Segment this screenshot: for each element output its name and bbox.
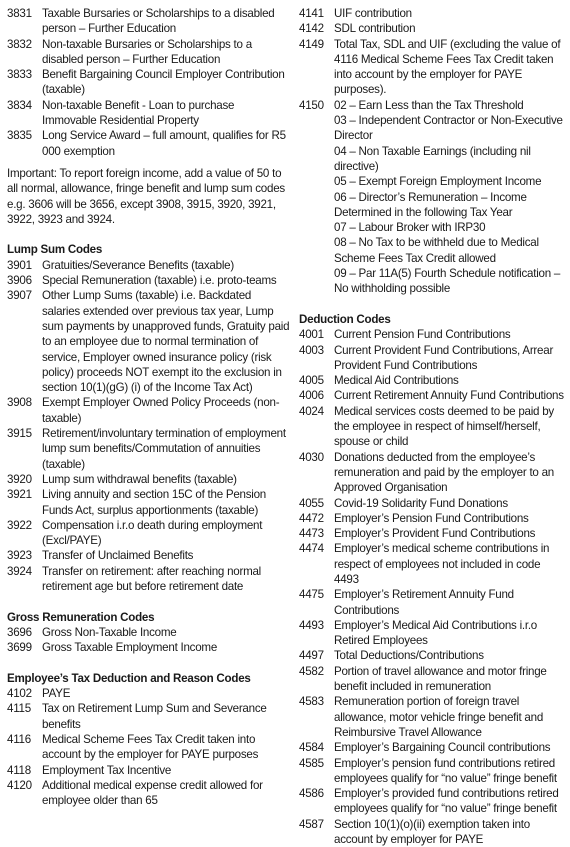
code-entry (299, 343, 565, 374)
code-description: Current Provident Fund Contributions, Arrear Provident Fund Contributions (334, 343, 554, 372)
code-entry (7, 732, 290, 763)
code-number: 3908 (7, 396, 32, 410)
code-description: Gross Non-Taxable Income (42, 625, 177, 639)
code-entry (299, 817, 565, 847)
code-number: 4003 (299, 343, 324, 357)
code-number: 3907 (7, 289, 32, 303)
code-description: Gross Taxable Employment Income (42, 641, 218, 655)
left-column (7, 6, 290, 808)
code-number: 3699 (7, 641, 32, 655)
reason-entry (299, 174, 565, 189)
code-number: 4006 (299, 389, 324, 403)
code-indent (299, 266, 334, 297)
reason-entry (299, 266, 565, 297)
code-entry (7, 548, 290, 563)
code-number: 4141 (299, 7, 324, 20)
reason-code-block (299, 98, 565, 297)
code-description: Benefit Bargaining Council Employer Contribution (taxable) (42, 68, 285, 97)
code-description: Employer’s provided fund contributions retired employees qualify for “no value” fringe benefit (334, 787, 559, 816)
code-entry (299, 327, 565, 342)
code-number: 3831 (7, 7, 32, 20)
code-description: UIF contribution (334, 7, 412, 20)
code-entry (299, 756, 565, 787)
code-entry (299, 21, 565, 36)
code-description: Tax on Retirement Lump Sum and Severance benefits (42, 702, 267, 731)
code-description: Non-taxable Bursaries or Scholarships to a disabled person – Further Education (42, 37, 252, 66)
code-entry (299, 541, 565, 587)
code-entry (7, 273, 290, 288)
code-description: Additional medical expense credit allowed for employee older than 65 (42, 778, 263, 808)
code-indent (299, 235, 334, 266)
code-description: Taxable Bursaries or Scholarships to a disabled person – Further Education (42, 7, 275, 36)
code-number: 3696 (7, 625, 32, 639)
reason-description: 09 – Par 11A(5) Fourth Schedule notification – No withholding possible (334, 267, 561, 296)
code-description: Exempt Employer Owned Policy Proceeds (non-taxable) (42, 396, 280, 425)
code-number: 4586 (299, 787, 324, 801)
code-description: Donations deducted from the employee’s remuneration and paid by the employer to an Approved Organisation (334, 450, 554, 495)
code-indent (299, 190, 334, 221)
code-entry (7, 778, 290, 809)
code-description: Remuneration portion of foreign travel allowance, motor vehicle fringe benefit and Reimbursive Travel Allowance (334, 695, 544, 739)
lump-sum-heading: Lump Sum Codes (7, 243, 103, 257)
code-number: 4030 (299, 450, 324, 464)
code-description: Employer’s Provident Fund Contributions (334, 527, 536, 541)
code-entry (299, 511, 565, 526)
code-indent (299, 174, 334, 189)
code-description: Employer’s Medical Aid Contributions i.r.o Retired Employees (334, 618, 538, 648)
code-entry (299, 373, 565, 388)
code-entry (299, 740, 565, 755)
code-description: PAYE (42, 687, 71, 701)
gross-remuneration-code-list (7, 625, 290, 656)
code-description: Employer’s Pension Fund Contributions (334, 511, 529, 525)
code-description: Medical Scheme Fees Tax Credit taken into account by the employer for PAYE purposes (42, 732, 259, 762)
code-entry (7, 288, 290, 395)
reason-entry (299, 235, 565, 266)
reason-description: 03 – Independent Contractor or Non-Executive Director (334, 114, 563, 143)
code-entry (7, 258, 290, 273)
code-entry (7, 426, 290, 472)
reason-description: 04 – Non Taxable Earnings (including nil directive) (334, 144, 531, 173)
code-entry (299, 37, 565, 98)
code-indent (299, 144, 334, 175)
code-description: Transfer of Unclaimed Benefits (42, 549, 194, 563)
code-description: Gratuities/Severance Benefits (taxable) (42, 258, 234, 272)
code-entry (299, 694, 565, 740)
code-entry (7, 625, 290, 640)
code-entry (7, 686, 290, 701)
code-entry (7, 487, 290, 518)
code-number: 3901 (7, 258, 32, 272)
code-entry (299, 450, 565, 496)
code-description: Other Lump Sums (taxable) i.e. Backdated salaries extended over previous tax year, Lump sum payments by unapproved funds, Gratuity paid to an employee due to normal termination of service, Employer owned insurance policy (risk policy) proceeds NOT exempt ito the exclusion in section 10(1)(gG) (i) of the Income Tax Act) (42, 289, 290, 395)
code-number: 4587 (299, 817, 324, 831)
code-number: 4142 (299, 22, 324, 36)
reason-description: 05 – Exempt Foreign Employment Income (334, 175, 542, 189)
code-indent (299, 220, 334, 235)
code-number: 4001 (299, 328, 324, 342)
code-entry (7, 763, 290, 778)
code-entry (299, 664, 565, 695)
code-entry (7, 128, 290, 159)
reason-entry (299, 113, 565, 144)
code-number: 4120 (7, 778, 32, 792)
reason-code-number: 4150 (299, 98, 324, 112)
reason-description: 06 – Director’s Remuneration – Income Determined in the following Tax Year (334, 190, 527, 219)
deduction-codes-heading: Deduction Codes (299, 312, 391, 326)
reason-description: 08 – No Tax to be withheld due to Medical Scheme Fees Tax Credit allowed (334, 236, 539, 265)
code-entry (299, 404, 565, 450)
gross-remuneration-heading: Gross Remuneration Codes (7, 610, 155, 624)
code-entry (7, 98, 290, 129)
code-description: SDL contribution (334, 22, 416, 36)
right-column (299, 6, 565, 847)
code-entry (299, 496, 565, 511)
code-number: 3924 (7, 564, 32, 578)
code-description: Total Tax, SDL and UIF (excluding the value of 4116 Medical Scheme Fees Tax Credit taken into account by the employer for PAYE purposes). (334, 37, 561, 97)
code-description: Employer’s Bargaining Council contributions (334, 741, 551, 755)
employee-tax-code-list (7, 686, 290, 808)
code-number: 4473 (299, 527, 324, 541)
code-entry (299, 786, 565, 817)
code-number: 3834 (7, 98, 32, 112)
reason-description: 07 – Labour Broker with IRP30 (334, 221, 486, 235)
code-number: 3835 (7, 129, 32, 143)
lump-sum-code-list (7, 258, 290, 595)
contribution-code-list (299, 6, 565, 98)
code-number: 4582 (299, 664, 324, 678)
code-number: 4115 (7, 702, 31, 716)
code-description: Retirement/involuntary termination of employment lump sum benefits/Commutation of annuities (taxable) (42, 427, 286, 471)
code-number: 4116 (7, 732, 31, 746)
code-number: 4497 (299, 649, 324, 663)
code-description: Transfer on retirement: after reaching normal retirement age but before retirement date (42, 564, 262, 593)
code-entry (299, 618, 565, 649)
code-description: Employer’s medical scheme contributions in respect of employees not included in code 4493 (334, 542, 550, 586)
deduction-code-list (299, 327, 565, 847)
code-description: Portion of travel allowance and motor fringe benefit included in remuneration (334, 664, 547, 694)
code-indent (299, 113, 334, 144)
code-entry (7, 37, 290, 68)
code-number: 3832 (7, 37, 32, 51)
code-description: Employer’s Retirement Annuity Fund Contributions (334, 588, 514, 617)
code-entry (299, 526, 565, 541)
code-number: 4585 (299, 756, 324, 770)
code-number: 3915 (7, 427, 32, 441)
reason-description: 02 – Earn Less than the Tax Threshold (334, 98, 524, 112)
code-description: Current Retirement Annuity Fund Contributions (334, 389, 564, 403)
code-number: 3906 (7, 274, 32, 288)
code-number: 4055 (299, 496, 324, 510)
reason-entry (299, 220, 565, 235)
code-entry (299, 6, 565, 21)
code-description: Covid-19 Solidarity Fund Donations (334, 496, 508, 510)
code-number: 4584 (299, 741, 324, 755)
code-number: 4474 (299, 542, 324, 556)
code-entry (7, 67, 290, 98)
code-entry (7, 395, 290, 426)
code-number: 4024 (299, 404, 324, 418)
code-description: Section 10(1)(o)(ii) exemption taken into account by employer for PAYE (334, 817, 530, 847)
code-entry (7, 6, 290, 37)
reason-entry (299, 98, 565, 113)
code-entry (7, 472, 290, 487)
code-entry (7, 518, 290, 549)
code-entry (7, 564, 290, 595)
code-description: Employer’s pension fund contributions retired employees qualify for “no value” fringe benefit (334, 756, 557, 785)
code-number: 3922 (7, 518, 32, 532)
code-entry (299, 388, 565, 403)
code-description: Medical services costs deemed to be paid by the employee in respect of himself/herself, spouse or child (334, 404, 554, 449)
code-entry (299, 587, 565, 618)
code-entry (7, 701, 290, 732)
reason-entry (299, 190, 565, 221)
code-entry (7, 640, 290, 655)
code-number: 4118 (7, 763, 31, 777)
code-entry (299, 648, 565, 663)
code-description: Compensation i.r.o death during employment (Excl/PAYE) (42, 518, 263, 548)
code-number: 4583 (299, 695, 324, 709)
code-number: 3923 (7, 549, 32, 563)
code-description: Employment Tax Incentive (42, 763, 172, 777)
code-number: 3921 (7, 488, 32, 502)
code-number: 3833 (7, 68, 32, 82)
code-description: Living annuity and section 15C of the Pension Funds Act, surplus apportionments (taxable) (42, 488, 267, 517)
code-number: 4475 (299, 588, 324, 602)
code-description: Long Service Award – full amount, qualifies for R5 000 exemption (42, 129, 286, 158)
code-description: Current Pension Fund Contributions (334, 328, 511, 342)
code-number: 4472 (299, 511, 324, 525)
code-description: Non-taxable Benefit - Loan to purchase Immovable Residential Property (42, 98, 235, 128)
tax-code-list-top (7, 6, 290, 159)
code-description: Lump sum withdrawal benefits (taxable) (42, 472, 237, 486)
code-number: 4149 (299, 37, 324, 51)
code-description: Total Deductions/Contributions (334, 649, 484, 663)
code-description: Special Remuneration (taxable) i.e. proto-teams (42, 274, 277, 288)
code-number: 4102 (7, 687, 32, 701)
employee-tax-heading: Employee’s Tax Deduction and Reason Codes (7, 671, 251, 685)
code-number: 3920 (7, 472, 32, 486)
foreign-income-note: Important: To report foreign income, add a value of 50 to all normal, allowance, fringe benefit and lump sum codes e.g. 3606 will be 3656, except 3908, 3915, 3920, 3921, 3922, 3923 and 3924. (7, 166, 285, 226)
code-number: 4493 (299, 618, 324, 632)
reason-entry (299, 144, 565, 175)
code-number: 4005 (299, 374, 324, 388)
code-description: Medical Aid Contributions (334, 374, 459, 388)
